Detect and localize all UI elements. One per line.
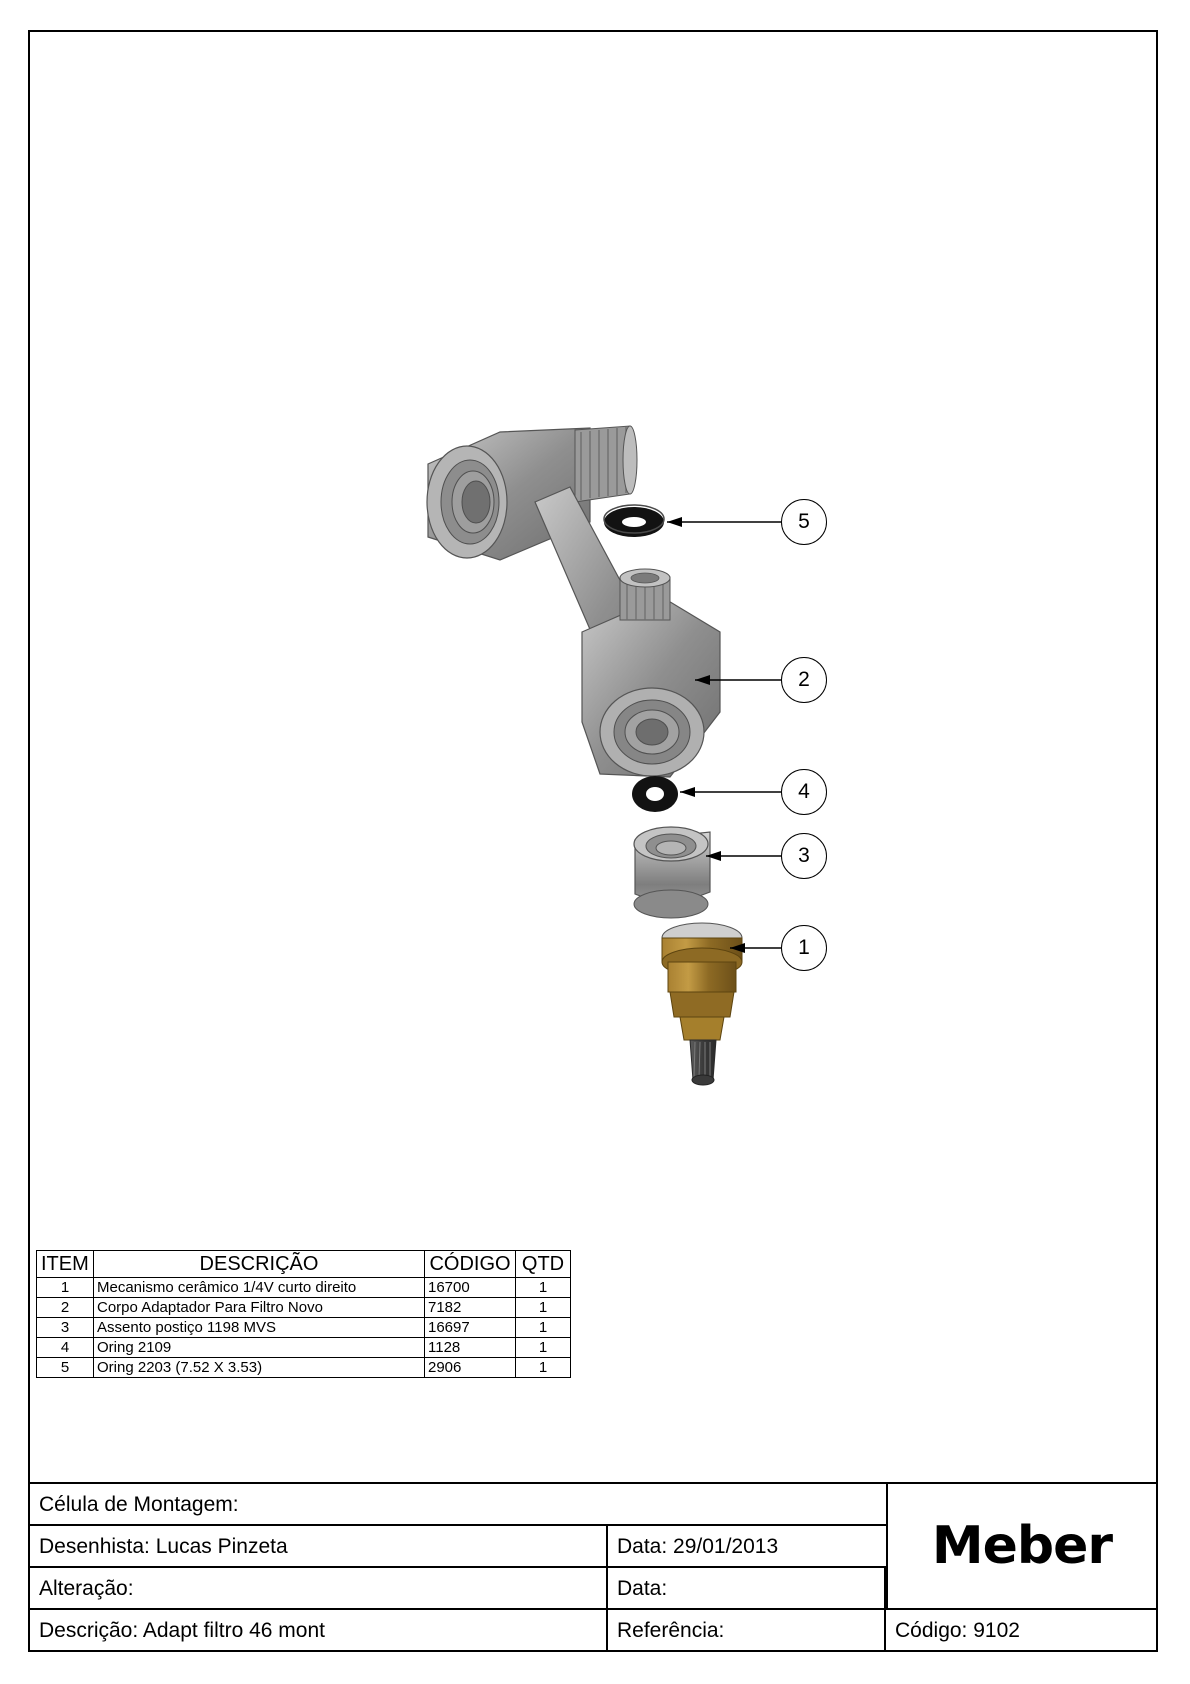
cell-item: 1 bbox=[37, 1278, 94, 1298]
reference-field: Referência: bbox=[608, 1610, 886, 1652]
cell-code: 7182 bbox=[425, 1298, 516, 1318]
assembly-cell-field: Célula de Montagem: bbox=[30, 1484, 886, 1526]
part-oring-2203-graphic bbox=[604, 505, 664, 537]
cell-description: Oring 2109 bbox=[94, 1338, 425, 1358]
cell-item: 4 bbox=[37, 1338, 94, 1358]
table-row bbox=[37, 1278, 571, 1298]
header-description: DESCRIÇÃO bbox=[94, 1251, 425, 1278]
cell-item: 3 bbox=[37, 1318, 94, 1338]
cell-item: 2 bbox=[37, 1298, 94, 1318]
table-row bbox=[37, 1318, 571, 1338]
balloon-5[interactable]: 5 bbox=[781, 499, 827, 545]
code-field: Código: 9102 bbox=[895, 1619, 1020, 1642]
cell-code: 1128 bbox=[425, 1338, 516, 1358]
parts-list-table bbox=[36, 1250, 571, 1378]
cell-qty: 1 bbox=[516, 1278, 571, 1298]
cell-description: Assento postiço 1198 MVS bbox=[94, 1318, 425, 1338]
drawing-sheet bbox=[28, 30, 1158, 1652]
drafter-field: Desenhista: Lucas Pinzeta bbox=[30, 1526, 608, 1568]
date-field: Data: 29/01/2013 bbox=[608, 1526, 886, 1568]
part-body-adapter-graphic bbox=[427, 426, 720, 777]
table-row bbox=[37, 1358, 571, 1378]
header-code: CÓDIGO bbox=[425, 1251, 516, 1278]
balloon-4[interactable]: 4 bbox=[781, 769, 827, 815]
balloon-2[interactable]: 2 bbox=[781, 657, 827, 703]
header-qty: QTD bbox=[516, 1251, 571, 1278]
title-block bbox=[30, 1482, 1156, 1650]
change-date-field: Data: bbox=[608, 1568, 886, 1610]
cell-qty: 1 bbox=[516, 1318, 571, 1338]
balloon-1[interactable]: 1 bbox=[781, 925, 827, 971]
assembly-illustration bbox=[30, 32, 1156, 1272]
description-field: Descrição: Adapt filtro 46 mont bbox=[30, 1610, 608, 1652]
cell-code: 16700 bbox=[425, 1278, 516, 1298]
parts-list-header-row bbox=[37, 1251, 571, 1278]
company-logo bbox=[886, 1484, 1156, 1610]
cell-description: Oring 2203 (7.52 X 3.53) bbox=[94, 1358, 425, 1378]
cell-code: 2906 bbox=[425, 1358, 516, 1378]
balloon-3[interactable]: 3 bbox=[781, 833, 827, 879]
company-logo-text: Meber bbox=[931, 1516, 1113, 1576]
change-field: Alteração: bbox=[30, 1568, 608, 1610]
header-item: ITEM bbox=[37, 1251, 94, 1278]
table-row bbox=[37, 1338, 571, 1358]
cell-item: 5 bbox=[37, 1358, 94, 1378]
cell-qty: 1 bbox=[516, 1338, 571, 1358]
cell-description: Mecanismo cerâmico 1/4V curto direito bbox=[94, 1278, 425, 1298]
part-oring-2109-graphic bbox=[632, 776, 678, 812]
part-seat-graphic bbox=[634, 827, 710, 918]
cell-code: 16697 bbox=[425, 1318, 516, 1338]
table-row bbox=[37, 1298, 571, 1318]
cell-description: Corpo Adaptador Para Filtro Novo bbox=[94, 1298, 425, 1318]
cell-qty: 1 bbox=[516, 1358, 571, 1378]
exploded-view-drawing bbox=[30, 32, 1156, 1272]
cell-qty: 1 bbox=[516, 1298, 571, 1318]
